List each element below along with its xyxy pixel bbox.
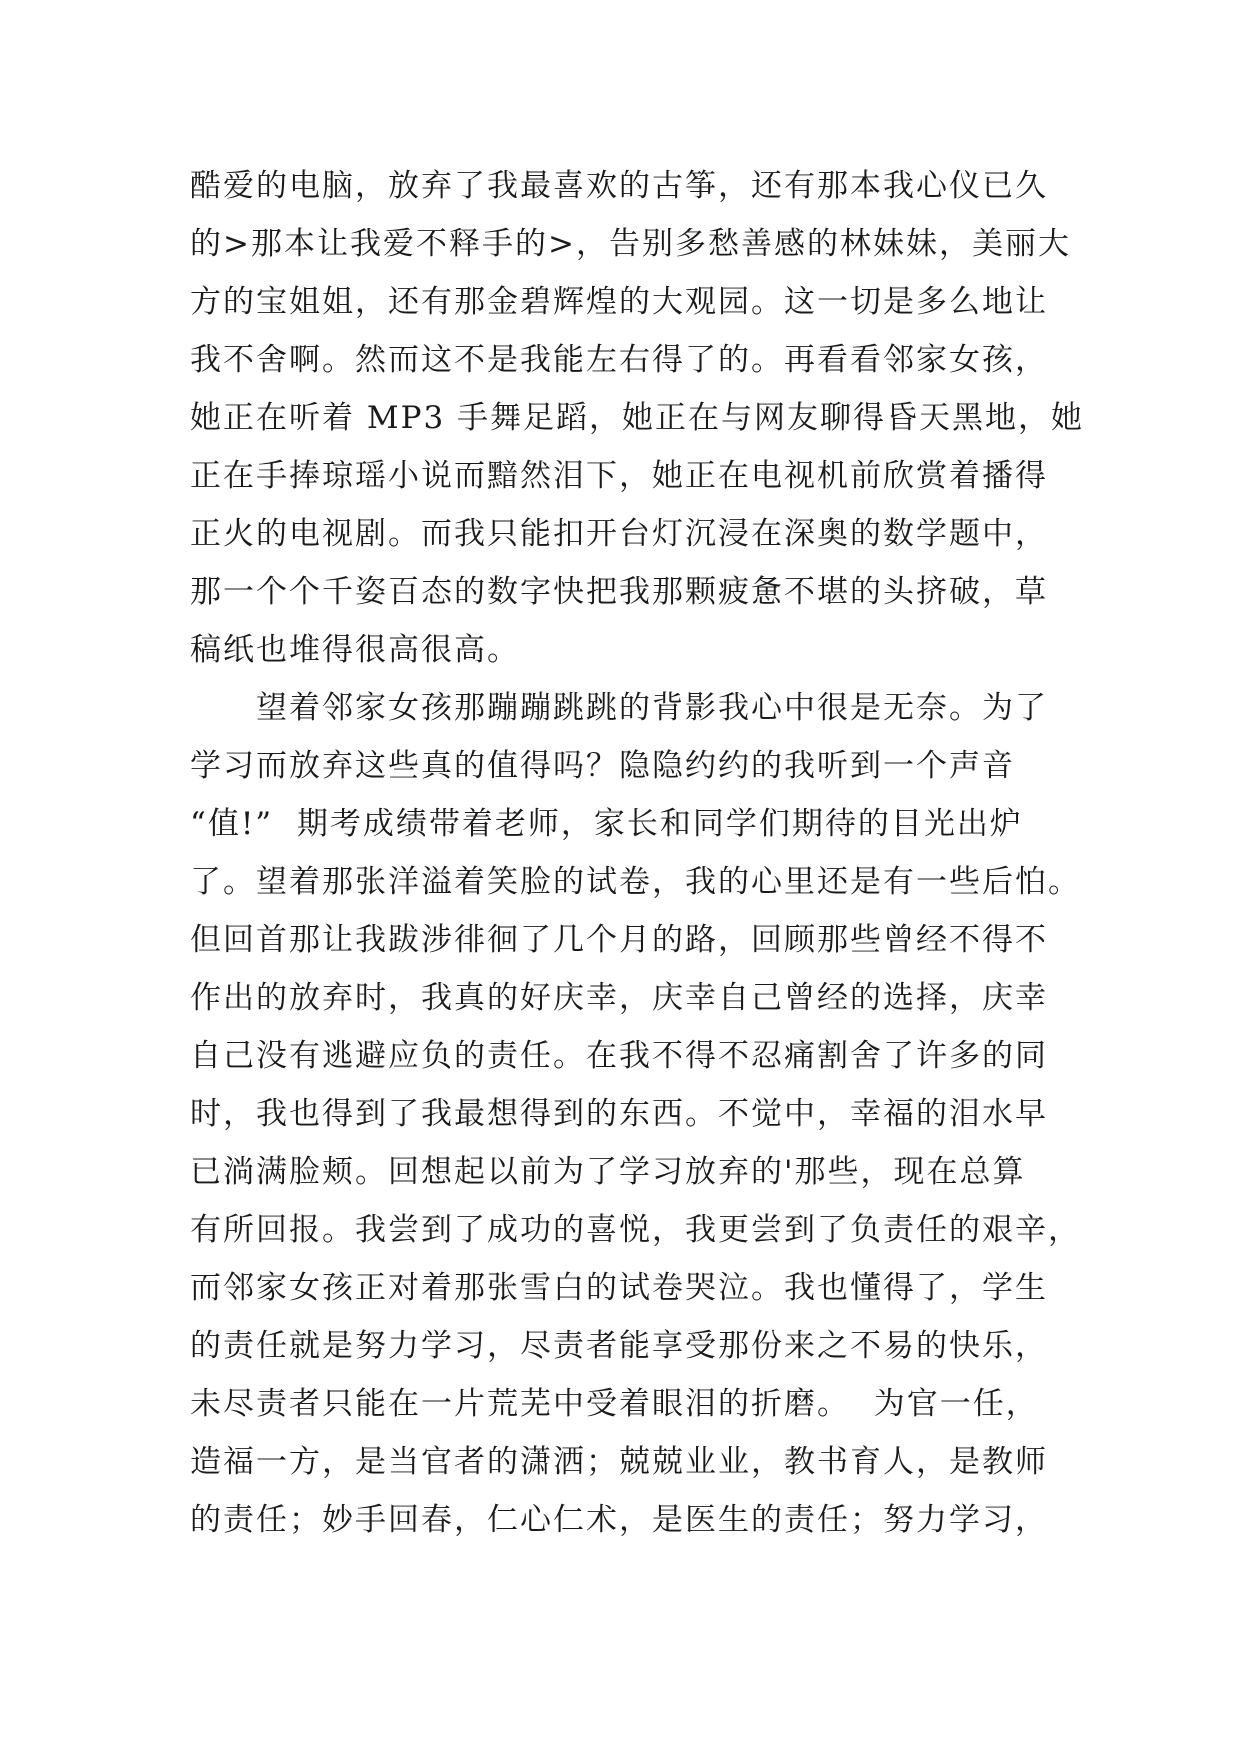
- text-line: 了。望着那张洋溢着笑脸的试卷，我的心里还是有一些后怕。: [190, 864, 1081, 900]
- text-line: 稿纸也堆得很高很高。: [190, 632, 520, 668]
- text-line: 未尽责者只能在一片荒芜中受着眼泪的折磨。 为官一任，: [190, 1386, 1039, 1422]
- text-line: “值!” 期考成绩带着老师，家长和同学们期待的目光出炉: [190, 806, 1023, 842]
- text-line: 那一个个千姿百态的数字快把我那颗疲惫不堪的头挤破，草: [190, 574, 1048, 610]
- text-line: 时，我也得到了我最想得到的东西。不觉中，幸福的泪水早: [190, 1096, 1048, 1132]
- text-line: 自己没有逃避应负的责任。在我不得不忍痛割舍了许多的同: [190, 1038, 1048, 1074]
- text-line: 而邻家女孩正对着那张雪白的试卷哭泣。我也懂得了，学生: [190, 1270, 1048, 1306]
- text-line: 酷爱的电脑，放弃了我最喜欢的古筝，还有那本我心仪已久: [190, 168, 1048, 204]
- text-line: 学习而放弃这些真的值得吗？隐隐约约的我听到一个声音: [190, 748, 1015, 784]
- text-line: 造福一方，是当官者的潇洒；兢兢业业，教书育人，是教师: [190, 1444, 1048, 1480]
- text-line: 她正在听着 MP3 手舞足蹈，她正在与网友聊得昏天黑地，她: [190, 400, 1085, 436]
- text-line: 的责任就是努力学习，尽责者能享受那份来之不易的快乐，: [190, 1328, 1048, 1364]
- text-line: 正在手捧琼瑶小说而黯然泪下，她正在电视机前欣赏着播得: [190, 458, 1048, 494]
- text-line: 我不舍啊。然而这不是我能左右得了的。再看看邻家女孩，: [190, 342, 1048, 378]
- text-line: 但回首那让我跋涉徘徊了几个月的路，回顾那些曾经不得不: [190, 922, 1048, 958]
- text-line: 作出的放弃时，我真的好庆幸，庆幸自己曾经的选择，庆幸: [190, 980, 1048, 1016]
- text-line: 的责任；妙手回春，仁心仁术，是医生的责任；努力学习，: [190, 1502, 1048, 1538]
- text-line: 望着邻家女孩那蹦蹦跳跳的背影我心中很是无奈。为了: [190, 690, 1048, 726]
- text-line: 有所回报。我尝到了成功的喜悦，我更尝到了负责任的艰辛，: [190, 1212, 1081, 1248]
- text-line: 方的宝姐姐，还有那金碧辉煌的大观园。这一切是多么地让: [190, 284, 1048, 320]
- text-line: 已淌满脸颊。回想起以前为了学习放弃的'那些，现在总算: [190, 1154, 1026, 1190]
- text-line: 正火的电视剧。而我只能扣开台灯沉浸在深奥的数学题中，: [190, 516, 1048, 552]
- text-line: 的>那本让我爱不释手的>，告别多愁善感的林妹妹，美丽大: [190, 226, 1071, 262]
- essay-text: [190, 157, 1085, 1549]
